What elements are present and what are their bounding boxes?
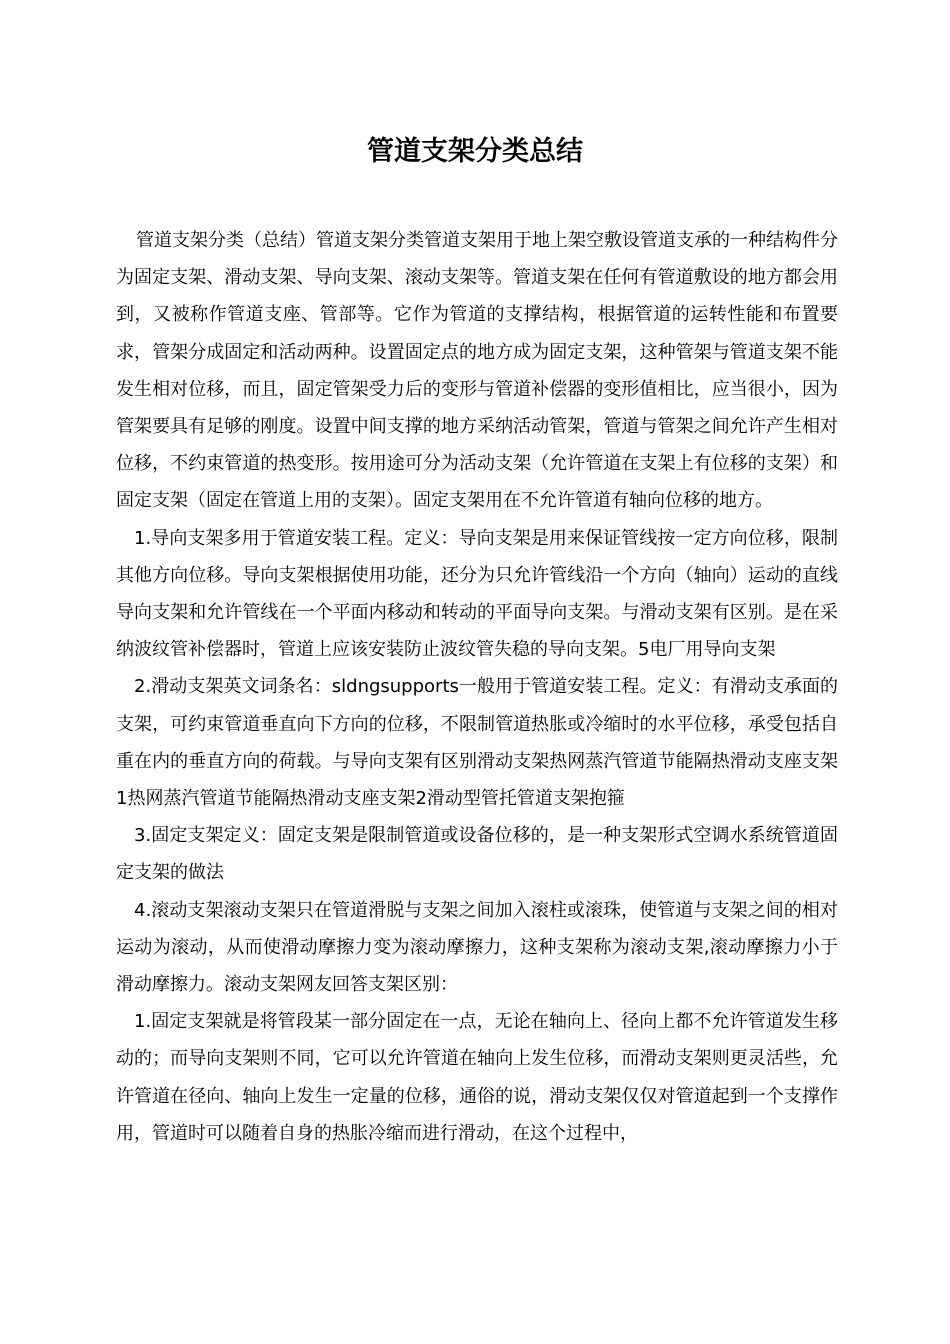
sliding-support-paragraph: 2.滑动支架英文词条名：sldngsupports一般用于管道安装工程。定义：有滑动支承面的支架，可约束管道垂直向下方向的位移，不限制管道热胀或冷缩时的水平位移，承受包括自重在内的垂直方向的荷载。与导向支架有区别滑动支架热网蒸汽管道节能隔热滑动支座支架1热网蒸汽管道节能隔热滑动支座支架2滑动型管托管道支架抱箍 bbox=[116, 676, 838, 810]
document-title: 管道支架分类总结 bbox=[367, 136, 583, 167]
guide-support-paragraph: 1.导向支架多用于管道安装工程。定义：导向支架是用来保证管线按一定方向位移，限制其他方向位移。导向支架根据使用功能，还分为只允许管线沿一个方向（轴向）运动的直线导向支架和允许管线在一个平面内移动和转动的平面导向支架。与滑动支架有区别。是在采纳波纹管补偿器时，管道上应该安装防止波纹管失稳的导向支架。5电厂用导向支架 bbox=[116, 527, 838, 661]
fixed-support-paragraph: 3.固定支架定义：固定支架是限制管道或设备位移的，是一种支架形式空调水系统管道固定支架的做法 bbox=[116, 825, 838, 884]
document-body bbox=[116, 222, 838, 1152]
intro-paragraph: 管道支架分类（总结）管道支架分类管道支架用于地上架空敷设管道支承的一种结构件分为固定支架、滑动支架、导向支架、滚动支架等。管道支架在任何有管道敷设的地方都会用到，又被称作管道支座、管部等。它作为管道的支撑结构，根据管道的运转性能和布置要求，管架分成固定和活动两种。设置固定点的地方成为固定支架，这种管架与管道支架不能发生相对位移，而且，固定管架受力后的变形与管道补偿器的变形值相比，应当很小，因为管架要具有足够的刚度。设置中间支撑的地方采纳活动管架，管道与管架之间允许产生相对位移，不约束管道的热变形。按用途可分为活动支架（允许管道在支架上有位移的支架）和固定支架（固定在管道上用的支架）。固定支架用在不允许管道有轴向位移的地方。 bbox=[116, 230, 838, 512]
support-difference-paragraph: 1.固定支架就是将管段某一部分固定在一点，无论在轴向上、径向上都不允许管道发生移动的；而导向支架则不同，它可以允许管道在轴向上发生位移，而滑动支架则更灵活些，允许管道在径向、轴向上发生一定量的位移，通俗的说，滑动支架仅仅对管道起到一个支撑作用，管道时可以随着自身的热胀冷缩而进行滑动，在这个过程中， bbox=[116, 1011, 838, 1144]
rolling-support-paragraph: 4.滚动支架滚动支架只在管道滑脱与支架之间加入滚柱或滚珠，使管道与支架之间的相对运动为滚动，从而使滑动摩擦力变为滚动摩擦力，这种支架称为滚动支架,滚动摩擦力小于滑动摩擦力。滚动支架网友回答支架区别： bbox=[116, 899, 838, 996]
